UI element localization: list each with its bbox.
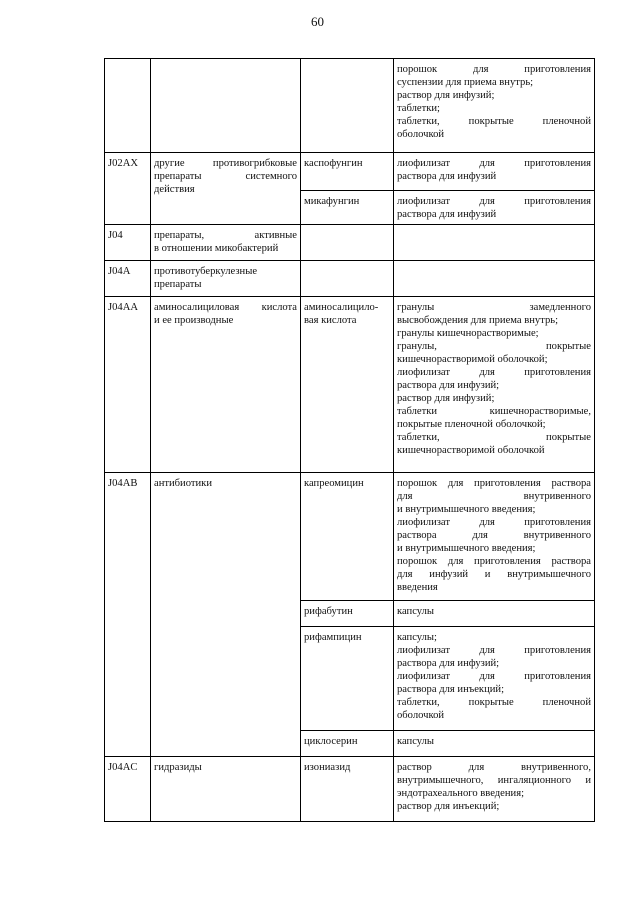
dosage-form-line: лиофилизат для приготовления	[397, 367, 591, 378]
table-row	[105, 297, 595, 473]
dosage-form-line: и внутримышечного введения;	[397, 543, 536, 554]
dosage-form-line: внутримышечного, ингаляционного и	[397, 775, 591, 786]
dosage-form-line: раствор для инфузий;	[397, 393, 495, 404]
group-line: другие противогрибковые	[154, 158, 297, 169]
group-line: антибиотики	[154, 478, 213, 489]
dosage-form-line: гранулы замедленного	[397, 302, 591, 313]
atc-code-cell: J04AC	[105, 757, 151, 822]
group-cell	[151, 59, 301, 153]
dosage-form-line: таблетки, покрытые	[397, 432, 591, 443]
dosage-form-line: кишечнорастворимой оболочкой	[397, 445, 545, 456]
dosage-form-line: лиофилизат для приготовления	[397, 196, 591, 207]
table-row	[105, 59, 595, 153]
atc-code-cell: J04AA	[105, 297, 151, 473]
drug-name-cell	[301, 59, 394, 153]
dosage-form-line: раствора для инфузий;	[397, 658, 500, 669]
group-line: гидразиды	[154, 762, 202, 773]
dosage-form-line: капсулы	[397, 606, 435, 617]
dosage-form-cell	[394, 757, 595, 822]
table-row	[105, 225, 595, 261]
group-cell	[151, 473, 301, 757]
group-line: аминосалициловая кислота	[154, 302, 297, 313]
group-line: действия	[154, 184, 195, 195]
dosage-form-line: лиофилизат для приготовления	[397, 517, 591, 528]
dosage-form-line: раствора для инфузий	[397, 209, 497, 220]
dosage-form-line: лиофилизат для приготовления	[397, 158, 591, 169]
dosage-form-cell	[394, 153, 595, 191]
drug-name-cell: рифампицин	[301, 627, 394, 731]
dosage-form-line: капсулы	[397, 736, 435, 747]
drug-name-cell	[301, 225, 394, 261]
drug-name-cell	[301, 261, 394, 297]
drug-name-cell: рифабутин	[301, 601, 394, 627]
group-cell	[151, 153, 301, 225]
dosage-form-line: таблетки;	[397, 103, 440, 114]
group-cell	[151, 297, 301, 473]
dosage-form-line: раствор для инфузий;	[397, 90, 495, 101]
atc-code-cell: J04A	[105, 261, 151, 297]
atc-code-cell	[105, 59, 151, 153]
dosage-form-line: введения	[397, 582, 438, 593]
group-cell	[151, 261, 301, 297]
dosage-form-line: порошок для приготовления раствора	[397, 556, 591, 567]
drug-name-cell: микафунгин	[301, 191, 394, 225]
dosage-form-cell	[394, 59, 595, 153]
dosage-form-line: раствор для инъекций;	[397, 801, 500, 812]
dosage-form-line: высвобождения для приема внутрь;	[397, 315, 559, 326]
dosage-form-cell	[394, 601, 595, 627]
dosage-form-line: суспензии для приема внутрь;	[397, 77, 534, 88]
atc-code-cell: J04	[105, 225, 151, 261]
dosage-form-line: оболочкой	[397, 710, 445, 721]
dosage-form-cell	[394, 191, 595, 225]
dosage-form-line: таблетки кишечнорастворимые,	[397, 406, 591, 417]
dosage-form-line: лиофилизат для приготовления	[397, 645, 591, 656]
page-number: 60	[311, 14, 324, 29]
group-cell	[151, 757, 301, 822]
dosage-form-cell	[394, 297, 595, 473]
dosage-form-cell	[394, 627, 595, 731]
atc-code-cell: J02AX	[105, 153, 151, 225]
dosage-form-line: кишечнорастворимой оболочкой;	[397, 354, 548, 365]
dosage-form-line: гранулы кишечнорастворимые;	[397, 328, 539, 339]
table-row	[105, 757, 595, 822]
group-line: препараты, активные	[154, 230, 297, 241]
drug-name-cell: циклосерин	[301, 731, 394, 757]
dosage-form-line: лиофилизат для приготовления	[397, 671, 591, 682]
table-body	[105, 59, 595, 822]
table-row	[105, 153, 595, 191]
drug-table	[104, 58, 595, 822]
dosage-form-line: таблетки, покрытые пленочной	[397, 697, 591, 708]
drug-name-cell: изониазид	[301, 757, 394, 822]
dosage-form-cell	[394, 731, 595, 757]
group-cell	[151, 225, 301, 261]
table-row	[105, 473, 595, 601]
dosage-form-line: раствор для внутривенного,	[397, 762, 591, 773]
dosage-form-cell	[394, 261, 595, 297]
dosage-form-line: для инфузий и внутримышечного	[397, 569, 591, 580]
dosage-form-line: капсулы;	[397, 632, 437, 643]
dosage-form-line: раствора для внутривенного	[397, 530, 591, 541]
drug-name-cell: капреомицин	[301, 473, 394, 601]
dosage-form-line: покрытые пленочной оболочкой;	[397, 419, 546, 430]
drug-name-cell: каспофунгин	[301, 153, 394, 191]
group-line: противотуберкулезные	[154, 266, 258, 277]
dosage-form-line: гранулы, покрытые	[397, 341, 591, 352]
dosage-form-cell	[394, 473, 595, 601]
dosage-form-line: и внутримышечного введения;	[397, 504, 536, 515]
table-row	[105, 261, 595, 297]
dosage-form-line: эндотрахеального введения;	[397, 788, 525, 799]
group-line: препараты системного	[154, 171, 297, 182]
dosage-form-line: таблетки, покрытые пленочной	[397, 116, 591, 127]
atc-code-cell: J04AB	[105, 473, 151, 757]
group-line: препараты	[154, 279, 202, 290]
dosage-form-cell	[394, 225, 595, 261]
dosage-form-line: оболочкой	[397, 129, 445, 140]
dosage-form-line: порошок для приготовления раствора	[397, 478, 591, 489]
group-line: в отношении микобактерий	[154, 243, 279, 254]
dosage-form-line: раствора для инъекций;	[397, 684, 505, 695]
drug-name-cell: аминосалицило- вая кислота	[301, 297, 394, 473]
dosage-form-line: для внутривенного	[397, 491, 591, 502]
dosage-form-line: порошок для приготовления	[397, 64, 591, 75]
dosage-form-line: раствора для инфузий;	[397, 380, 500, 391]
group-line: и ее производные	[154, 315, 234, 326]
dosage-form-line: раствора для инфузий	[397, 171, 497, 182]
